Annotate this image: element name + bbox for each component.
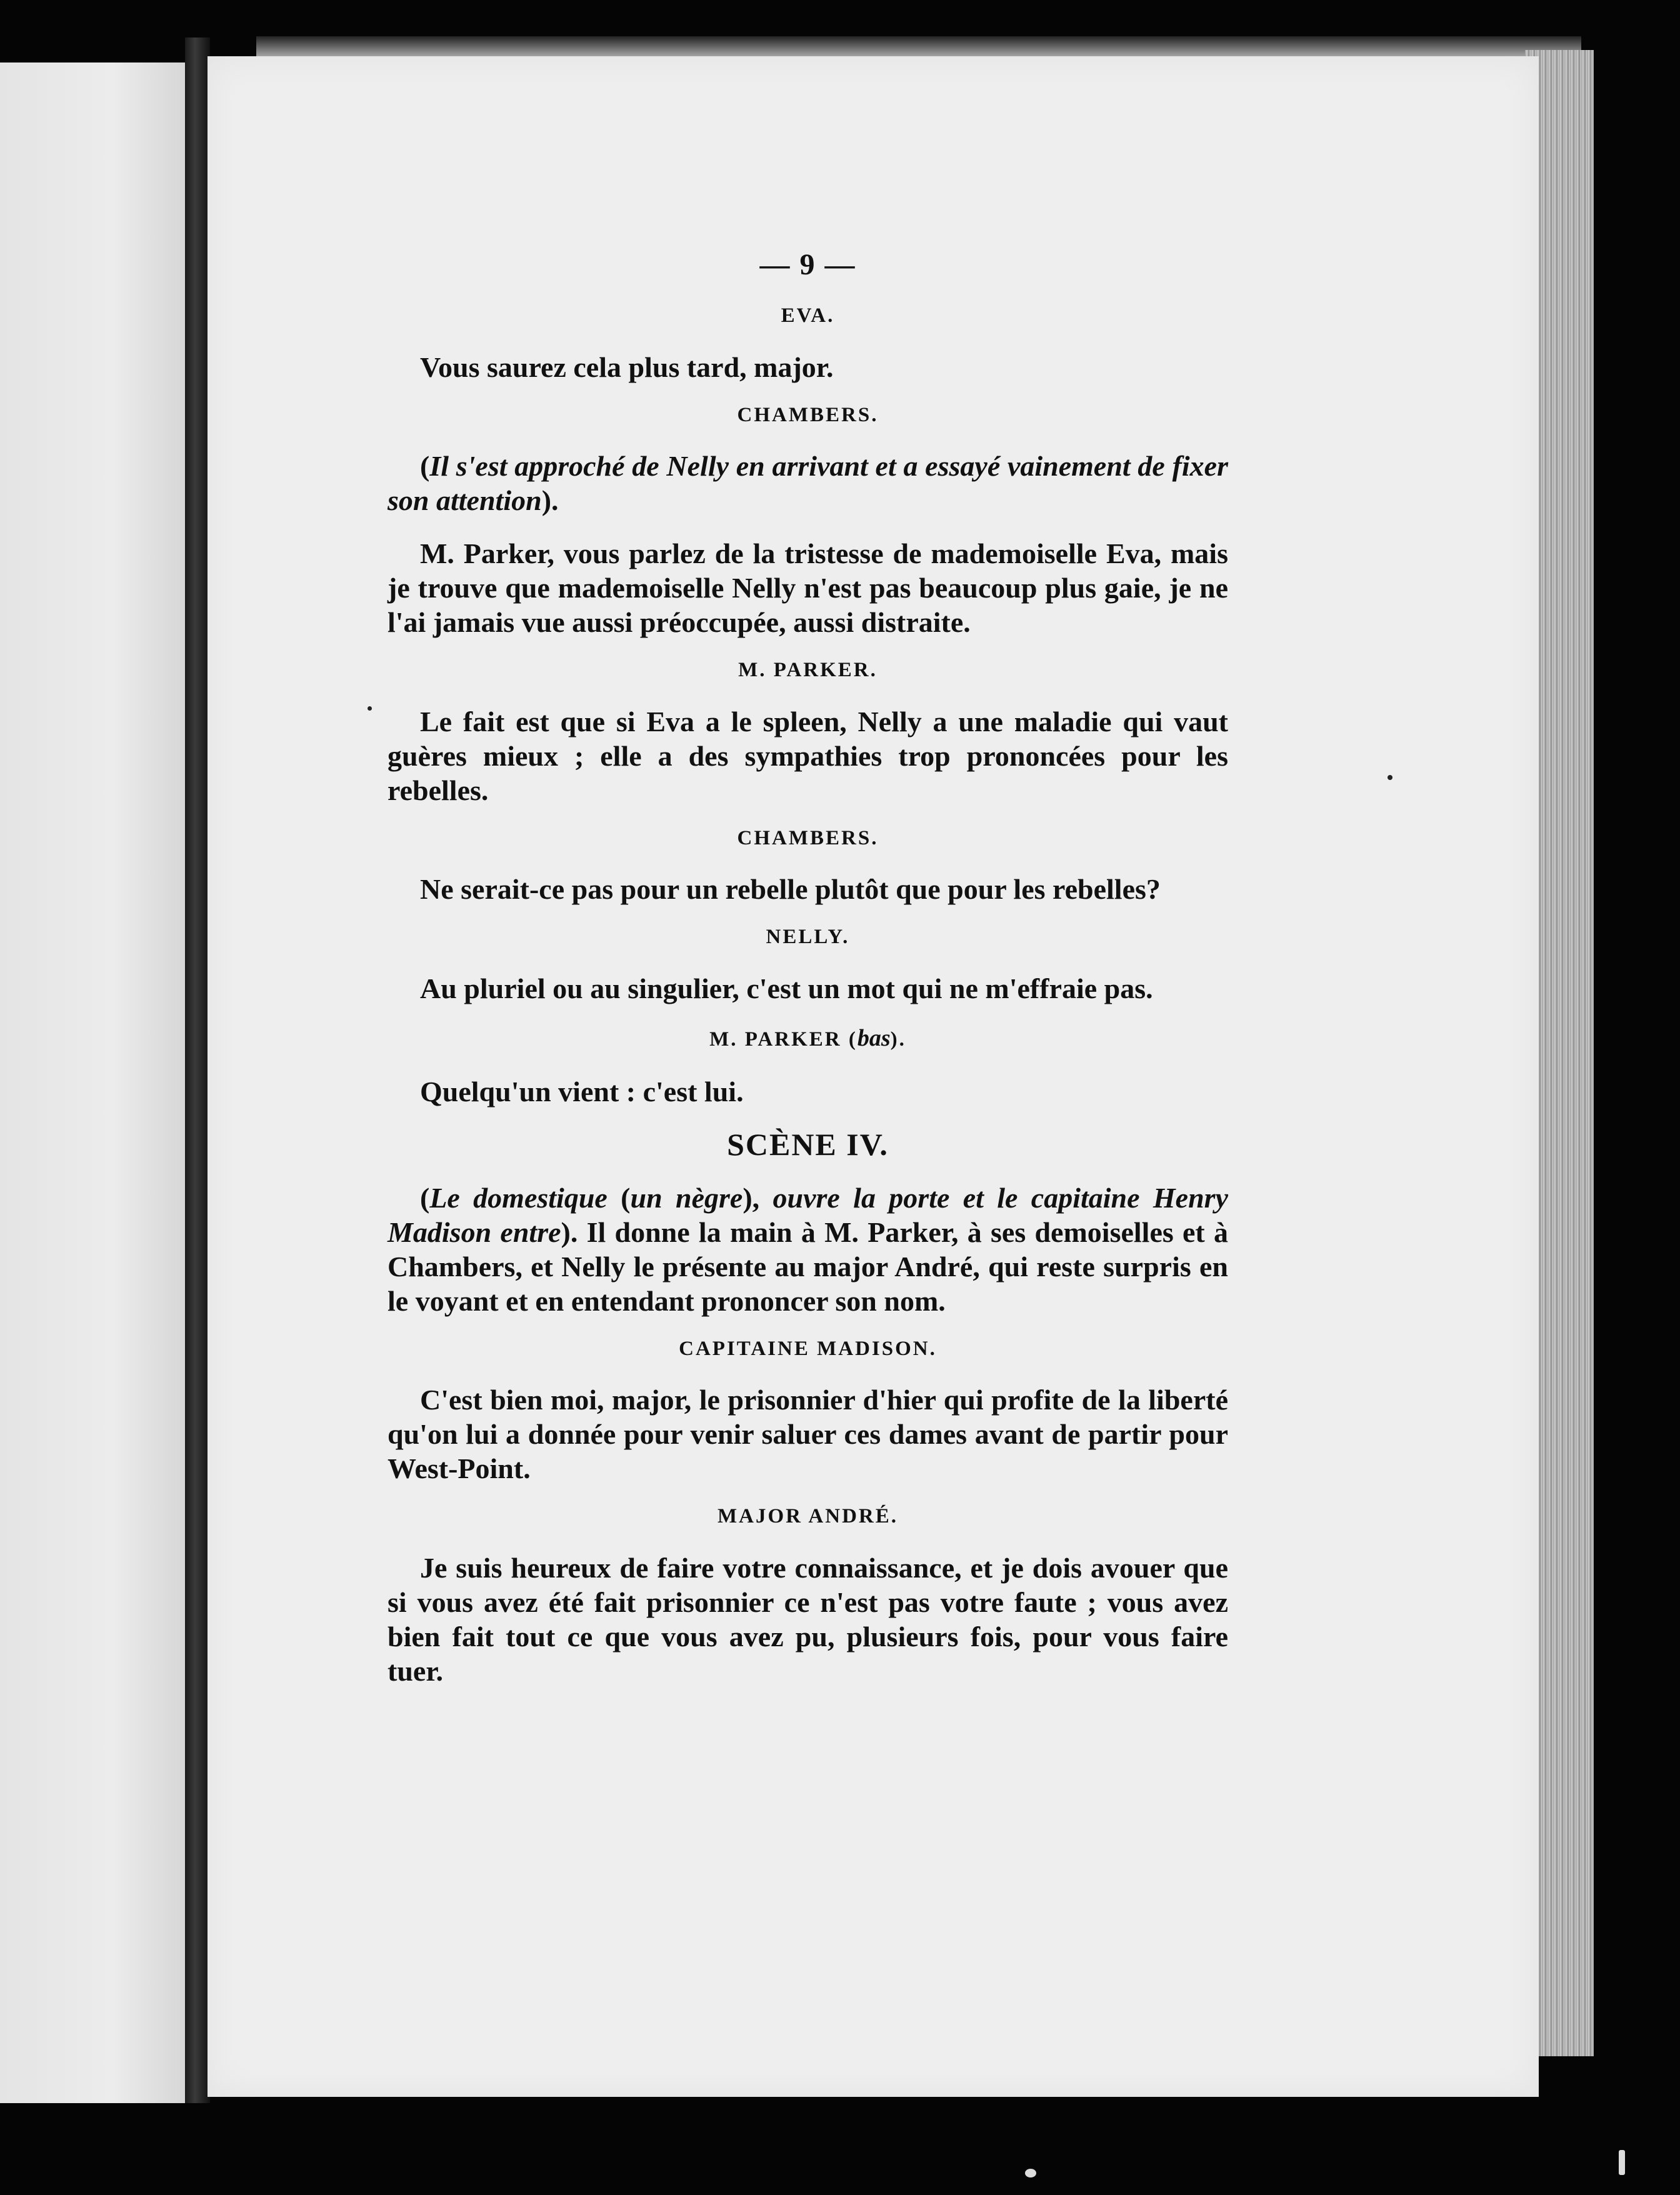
scan-speck	[368, 706, 372, 711]
dialogue-line: Quelqu'un vient : c'est lui.	[420, 1075, 744, 1108]
stage-roman-text: ). Il donne la main à M. Parker, à ses demoiselles et à Chambers, et Nelly le présente au major André, qui reste surpris en le voyant et en entendant prononcer son nom.	[388, 1216, 1236, 1317]
stage-direction-close: ).	[541, 484, 559, 517]
scan-speck	[1025, 2169, 1036, 2178]
left-facing-page	[0, 62, 188, 2119]
speaker-name	[388, 403, 1228, 428]
dialogue-line: Ne serait-ce pas pour un rebelle plutôt que pour les rebelles?	[420, 873, 1161, 906]
dialogue-line: Je suis heureux de faire votre connaissance, et je dois avouer que si vous avez été fait prisonnier ce n'est pas votre faute ; vous avez bien fait tout ce que vous avez pu, plusieurs fois, pour vous faire tuer.	[388, 1551, 1228, 1687]
dialogue-line: Au pluriel ou au singulier, c'est un mot qui ne m'effraie pas.	[420, 972, 1153, 1004]
speaker-name	[388, 925, 1228, 950]
stage-italic-text: ouvre la porte et le capitaine Henry Madison entre	[388, 1181, 1236, 1248]
book-gutter	[185, 38, 210, 2112]
stage-italic-text: Le domestique	[429, 1181, 608, 1214]
speaker-name	[388, 304, 1228, 329]
scanner-background	[0, 2103, 1680, 2195]
speaker-name	[388, 1504, 1228, 1529]
speaker-name	[388, 826, 1228, 851]
speaker-label: CHAMBERS.	[737, 403, 879, 426]
dialogue-line: Le fait est que si Eva a le spleen, Nelly a une maladie qui vaut guères mieux ; elle a des sympathies trop prononcées pour les rebelles.	[388, 705, 1228, 806]
page-text	[388, 248, 1236, 1707]
speaker-name	[388, 1024, 1228, 1053]
speaker-label: CAPITAINE MADISON.	[679, 1337, 937, 1360]
play-dialogue	[388, 304, 1236, 1688]
scene-heading: SCÈNE IV.	[727, 1126, 889, 1162]
scan-speck	[1388, 775, 1392, 780]
speaker-label: CHAMBERS.	[737, 826, 879, 849]
speaker-label: NELLY.	[766, 926, 850, 949]
aside-close: ).	[890, 1028, 906, 1051]
stage-roman-text: (	[607, 1181, 631, 1214]
speaker-label: M. PARKER.	[738, 659, 878, 682]
stage-direction-open: (	[420, 450, 430, 482]
scan-speck	[1619, 2150, 1625, 2175]
stage-roman-text: (	[420, 1181, 430, 1214]
speaker-label: MAJOR ANDRÉ.	[718, 1505, 898, 1528]
aside-open: (	[841, 1028, 858, 1051]
speaker-name	[388, 1337, 1228, 1362]
stage-direction-italic: Il s'est approché de Nelly en arrivant et a essayé vainement de fixer son attention	[388, 450, 1228, 517]
dialogue-line: Vous saurez cela plus tard, major.	[420, 351, 834, 383]
speaker-label: EVA.	[781, 304, 835, 327]
stage-aside: bas	[857, 1024, 891, 1051]
speaker-label: M. PARKER	[709, 1028, 842, 1051]
stage-direction	[388, 1181, 1236, 1318]
dialogue-line: M. Parker, vous parlez de la tristesse de mademoiselle Eva, mais je trouve que mademoiselle Nelly n'est pas beaucoup plus gaie, je ne l'ai jamais vue aussi préoccupée, aussi distraite.	[388, 538, 1228, 639]
stage-direction	[388, 449, 1228, 518]
stage-italic-text: un nègre	[630, 1181, 743, 1214]
speaker-name	[388, 658, 1228, 683]
stage-roman-text: ),	[742, 1181, 773, 1214]
dialogue-line: C'est bien moi, major, le prisonnier d'hier qui profite de la liberté qu'on lui a donnée pour venir saluer ces dames avant de partir pour West-Point.	[388, 1384, 1228, 1485]
page-number: — 9 —	[759, 248, 856, 281]
